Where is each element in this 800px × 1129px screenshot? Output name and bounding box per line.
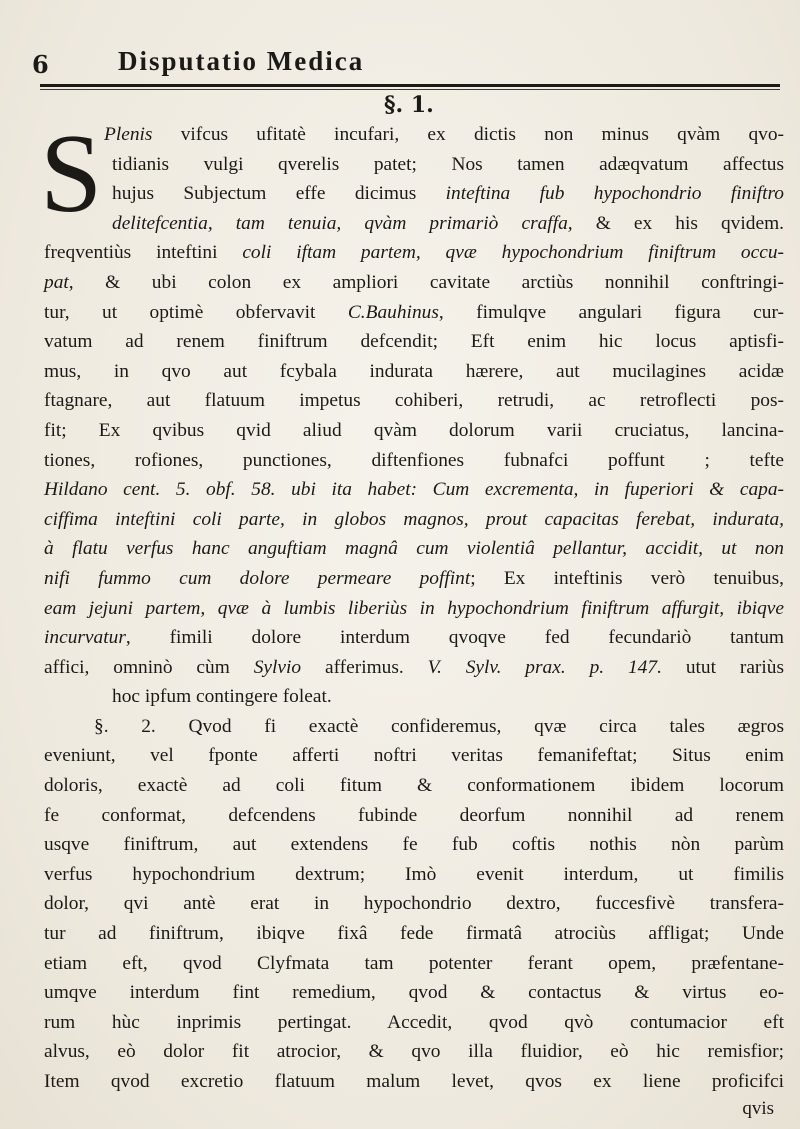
catchword: qvis: [742, 1098, 774, 1119]
text-line: affici, omninò cùm Sylvio afferimus. V. Sylv. prax. p. 147. utut rariùs: [44, 656, 785, 678]
text-line: incurvatur, fimili dolore interdum qvoqve fed fecundariò tantum: [44, 627, 784, 649]
text-line: ftagnare, aut flatuum impetus cohiberi, retrudi, ac retroflecti pos-: [44, 390, 784, 412]
text-line: dolor, qvi antè erat in hypochondrio dextro, fuccesfivè transfera-: [44, 893, 784, 915]
text-line: tidianis vulgi qverelis patet; Nos tamen adæqvatum affectus: [112, 153, 784, 175]
text-line: nifi fummo cum dolore permeare poffint; Ex inteftinis verò tenuibus,: [44, 567, 785, 589]
text-line: Plenis vifcus ufitatè incufari, ex dictis non minus qvàm qvo-: [104, 124, 784, 145]
text-line: freqventiùs inteftini coli iftam partem, qvæ hypochondrium finiftrum occu-: [44, 242, 784, 264]
text-line: Hildano cent. 5. obf. 58. ubi ita habet: Cum excrementa, in fuperiori & capa-: [44, 479, 784, 501]
header-rule: [40, 84, 780, 87]
page-number: 6: [32, 50, 49, 79]
text-line: usqve finiftrum, aut extendens fe fub coftis nothis nòn parùm: [44, 834, 784, 856]
text-line: fe conformat, defcendens fubinde deorfum nonnihil ad renem: [44, 804, 784, 826]
text-line: pat, & ubi colon ex ampliori cavitate arctiùs nonnihil conftringi-: [44, 271, 784, 293]
text-line: etiam eft, qvod Clyfmata tam potenter ferant opem, præfentane-: [44, 952, 784, 974]
text-line: eam jejuni partem, qvæ à lumbis liberiùs in hypochondrium finiftrum affurgit, ibiqve: [44, 597, 784, 619]
text-line: vatum ad renem finiftrum defcendit; Eft enim hic locus aptisfi-: [44, 331, 784, 353]
text-line: tur ad finiftrum, ibiqve fixâ fede firmatâ atrociùs affligat; Unde: [44, 923, 784, 945]
text-line: alvus, eò dolor fit atrocior, & qvo illa fluidior, eò hic remisfior;: [44, 1041, 784, 1063]
text-line: Item qvod excretio flatuum malum levet, qvos ex liene proficifci: [44, 1071, 784, 1092]
drop-cap: S: [40, 112, 103, 236]
section-heading: §. 1.: [384, 92, 434, 118]
text-line: umqve interdum fint remedium, qvod & contactus & virtus eo-: [44, 982, 784, 1004]
text-line: doloris, exactè ad coli fitum & conformationem ibidem locorum: [44, 775, 784, 797]
text-line: delitefcentia, tam tenuia, qvàm primariò craffa, & ex his qvidem.: [112, 212, 784, 234]
text-line: hoc ipfum contingere foleat.: [112, 686, 332, 708]
body-text: [44, 120, 784, 1097]
text-line: à flatu verfus hanc anguftiam magnâ cum violentiâ pellantur, accidit, ut non: [44, 538, 784, 560]
text-line: tur, ut optimè obfervavit C.Bauhinus, fimulqve angulari figura cur-: [44, 301, 785, 323]
running-title: Disputatio Medica: [118, 46, 365, 76]
text-line: eveniunt, vel fponte afferti noftri veritas femanifeftat; Situs enim: [44, 745, 784, 767]
text-line: verfus hypochondrium dextrum; Imò evenit interdum, ut fimilis: [44, 863, 784, 885]
text-line: hujus Subjectum effe dicimus inteftina fub hypochondrio finiftro: [112, 183, 785, 205]
page-header: [28, 46, 788, 82]
header-rule-thin: [40, 89, 780, 90]
text-line: tiones, rofiones, punctiones, diftenfiones fubnafci poffunt ; tefte: [44, 449, 784, 471]
text-line: fit; Ex qvibus qvid aliud qvàm dolorum varii cruciatus, lancina-: [44, 419, 784, 441]
text-line: §. 2. Qvod fi exactè confideremus, qvæ circa tales ægros: [94, 715, 784, 737]
text-line: mus, in qvo aut fcybala indurata hærere, aut mucilagines acidæ: [44, 360, 784, 382]
text-line: ciffima inteftini coli parte, in globos magnos, prout capacitas ferebat, indurata,: [44, 508, 784, 530]
text-line: rum hùc inprimis pertingat. Accedit, qvod qvò contumacior eft: [44, 1011, 784, 1033]
